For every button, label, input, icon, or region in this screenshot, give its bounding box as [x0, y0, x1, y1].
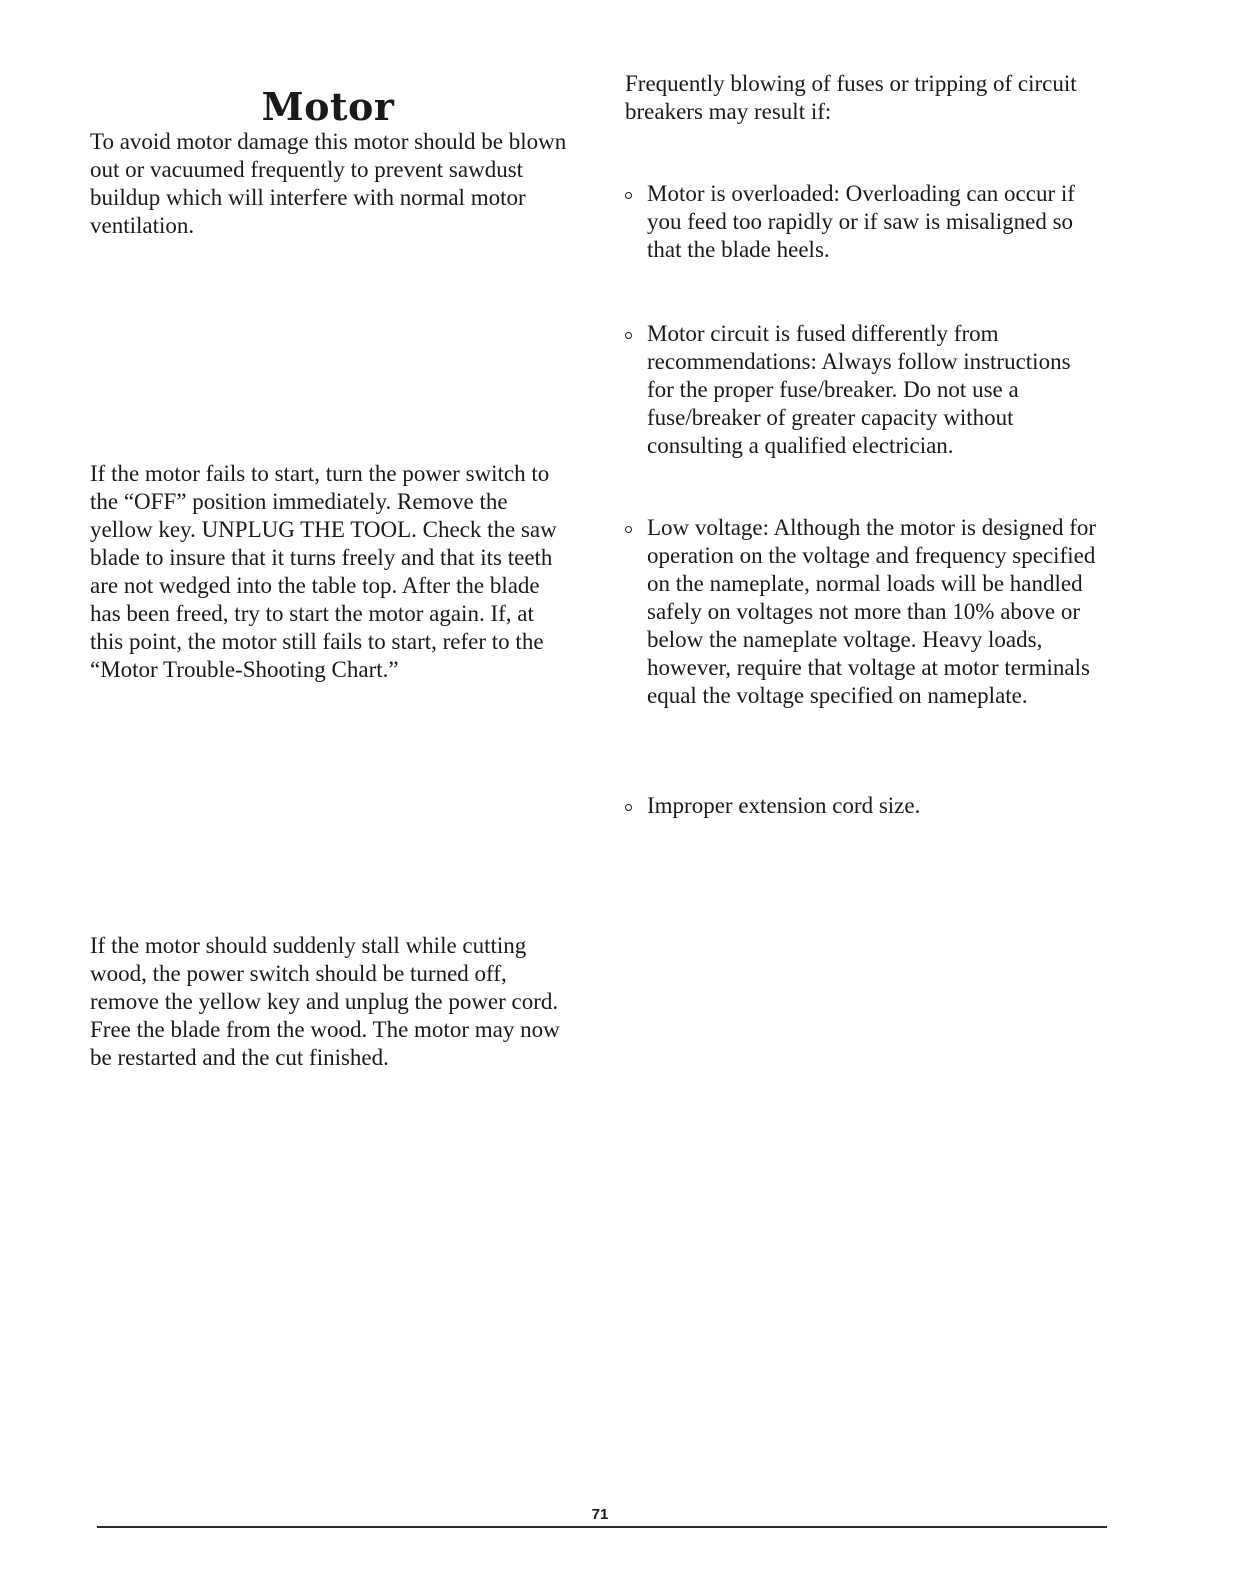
bullet-item-extension-cord: [625, 792, 1100, 820]
fails-to-start-paragraph: If the motor fails to start, turn the power switch to the “OFF” position immediately. Remove the yellow key. UNPLUG THE TOOL. Check the saw blade to insure that it turns freely and that its teeth are not wedged into the table top. After the blade has been freed, try to start the motor again. If, at this point, the motor still fails to start, refer to the “Motor Trouble-Shooting Chart.”: [90, 461, 557, 682]
bullet-icon: [625, 804, 632, 811]
page-number: 71: [591, 1506, 609, 1523]
bullet-icon: [625, 526, 632, 533]
fuses-intro-paragraph: Frequently blowing of fuses or tripping of circuit breakers may result if:: [625, 71, 1077, 124]
page-title: Motor: [261, 84, 395, 130]
bullet-text: Low voltage: Although the motor is designed for operation on the voltage and frequency specified on the nameplate, normal loads will be handled safely on voltages not more than 10% above or below the nameplate voltage. Heavy loads, however, require that voltage at motor terminals equal the voltage specified on nameplate.: [647, 515, 1097, 708]
bullet-item-fused-differently: [625, 320, 1100, 460]
bullet-item-overloaded: [625, 180, 1100, 264]
footer-divider: [97, 1526, 1107, 1528]
bullet-icon: [625, 332, 632, 339]
bullet-text: Motor is overloaded: Overloading can occur if you feed too rapidly or if saw is misaligned so that the blade heels.: [647, 181, 1075, 262]
bullet-text: Improper extension cord size.: [647, 793, 921, 818]
bullet-item-low-voltage: [625, 514, 1100, 710]
bullet-icon: [625, 192, 632, 199]
bullet-text: Motor circuit is fused differently from recommendations: Always follow instructions for the proper fuse/breaker. Do not use a fuse/breaker of greater capacity without consulting a qualified electrician.: [647, 321, 1071, 458]
stall-paragraph: If the motor should suddenly stall while cutting wood, the power switch should be turned off, remove the yellow key and unplug the power cord. Free the blade from the wood. The motor may now be restarted and the cut finished.: [90, 933, 560, 1070]
maintenance-paragraph: To avoid motor damage this motor should be blown out or vacuumed frequently to prevent sawdust buildup which will interfere with normal motor ventilation.: [90, 129, 567, 238]
